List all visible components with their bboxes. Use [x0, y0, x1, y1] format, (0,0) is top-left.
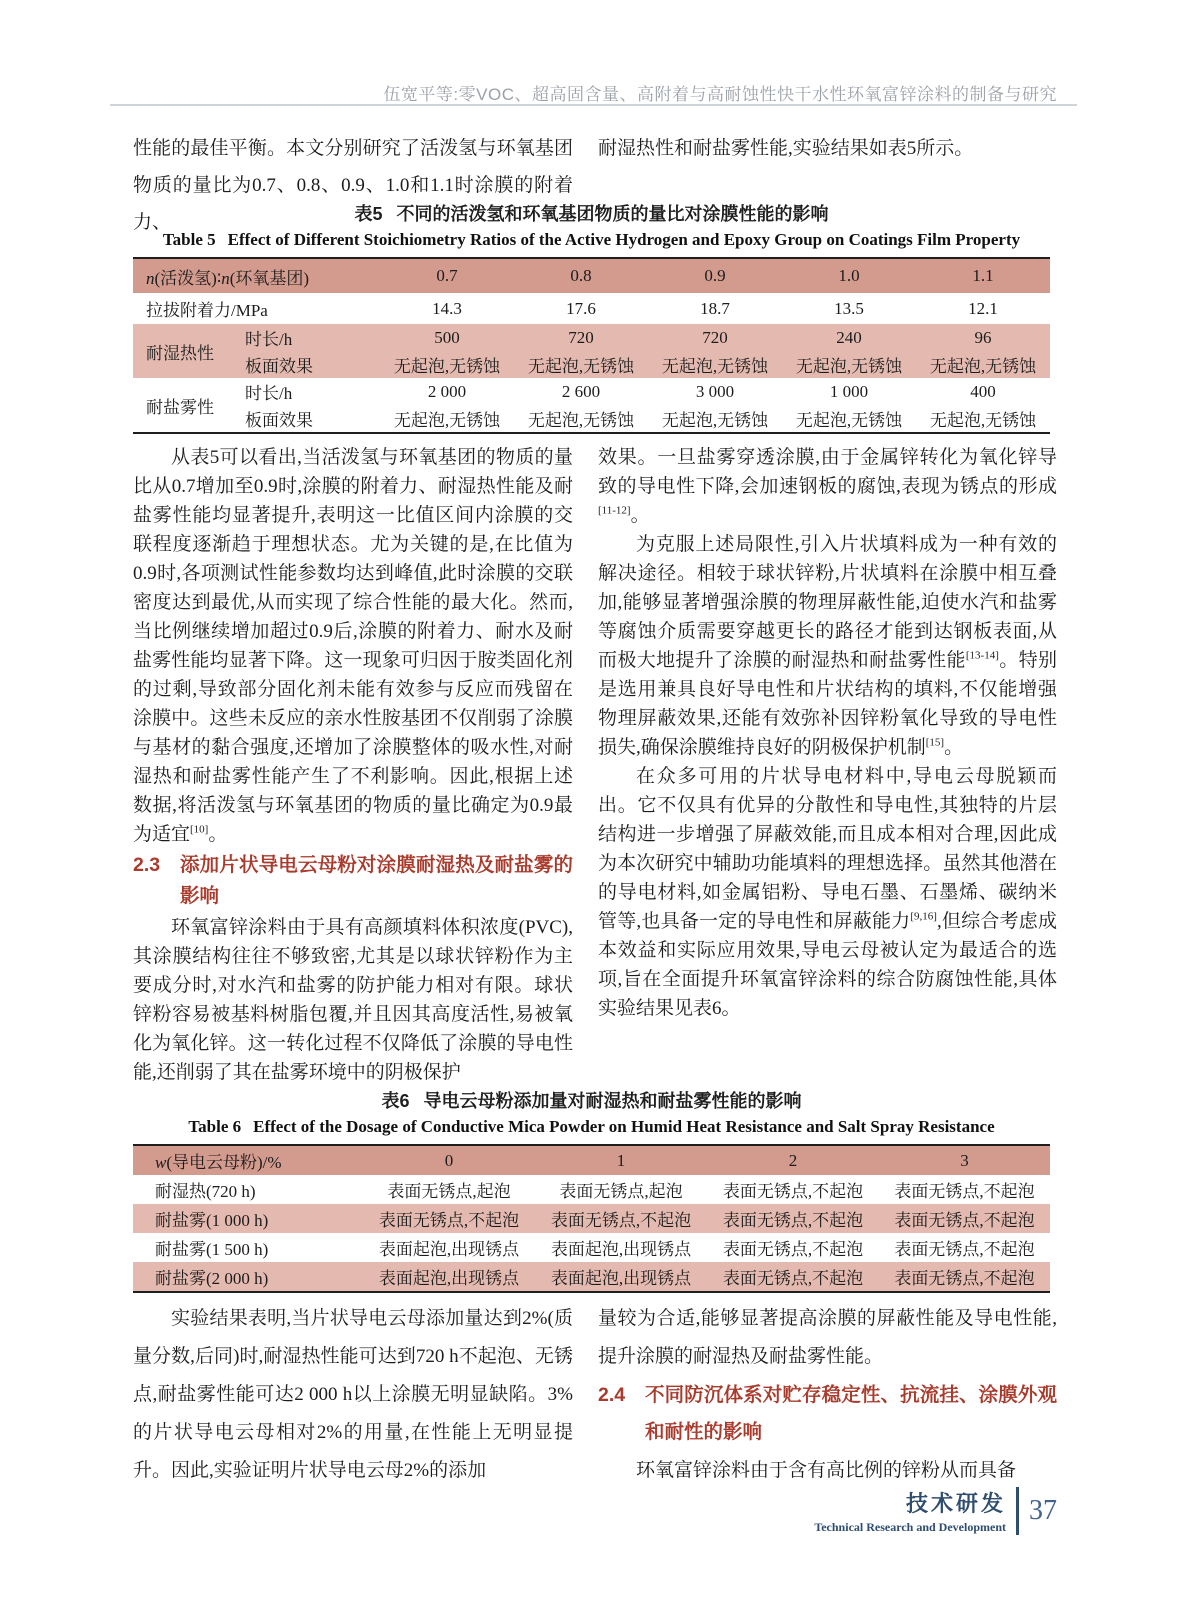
body-paragraph: 在众多可用的片状导电材料中,导电云母脱颖而出。它不仅具有优异的分散性和导电性,其独特的片层结构进一步增强了屏蔽效能,而且成本相对合理,因此成为本次研究中辅助功能填料的理想选择。虽然其他潜在的导电材料,如金属铝粉、导电石墨、石墨烯、碳纳米管等,也具备一定的导电性和屏蔽能力[9,16],但综合考虑成本效益和实际应用效果,导电云母被认定为最适合的选项,旨在全面提升环氧富锌涂料的综合防腐蚀性能,具体实验结果见表6。 [598, 766, 1057, 1019]
table-cell: 表面起泡,出现锈点 [378, 1240, 520, 1259]
body-paragraph: 实验结果表明,当片状导电云母添加量达到2%(质量分数,后同)时,耐湿热性能可达到720 h不起泡、无锈点,耐盐雾性能可达2 000 h以上涂膜无明显缺陷。3%的片状导电云母相对2%的用量,在性能上无明显提升。因此,实验证明片状导电云母2%的添加 [133, 1308, 573, 1481]
table6-label-en: Table 6 [188, 1117, 242, 1136]
table-cell: 720 [514, 324, 648, 351]
body-paragraph: 从表5可以看出,当活泼氢与环氧基团的物质的量比从0.7增加至0.9时,涂膜的附着力、耐湿热性能及耐盐雾性能均显著提升,表明这一比值区间内涂膜的交联程度逐渐趋于理想状态。尤为关键的是,在比值为0.9时,各项测试性能参数均达到峰值,此时涂膜的交联密度达到最优,从而实现了综合性能的最大化。然而,当比例继续增加超过0.9后,涂膜的附着力、耐水及耐盐雾性能均显著下降。这一现象可归因于胺类固化剂的过剩,导致部分固化剂未能有效参与反应而残留在涂膜中。这些未反应的亲水性胺基团不仅削弱了涂膜与基材的黏合强度,还增加了涂膜整体的吸水性,对耐湿热和耐盐雾性能产生了不利影响。因此,根据上述数据,将活泼氢与环氧基团的物质的量比确定为0.9最为适宜[10]。 [133, 447, 573, 845]
table-cell: 表面起泡,出现锈点 [550, 1240, 692, 1259]
table-cell: 表面无锈点,起泡 [387, 1182, 511, 1201]
table6-title-zh-text: 导电云母粉添加量对耐湿热和耐盐雾性能的影响 [423, 1091, 802, 1111]
row-label: 拉拔附着力/MPa [146, 301, 268, 320]
section-heading-2-4 [598, 1377, 1057, 1451]
section-title: 不同防沉体系对贮存稳定性、抗流挂、涂膜外观和耐性的影响 [645, 1384, 1057, 1443]
bottom-body-row [133, 1300, 1057, 1490]
footer-section-name [814, 1487, 1006, 1535]
table-cell: 无起泡,无锈蚀 [782, 351, 916, 378]
table-cell: 无起泡,无锈蚀 [795, 411, 903, 430]
table-header-cell: w(导电云母粉)/% [133, 1145, 363, 1175]
table-cell: 0.9 [648, 258, 782, 293]
table-row [133, 1233, 1050, 1262]
table-cell: 表面无锈点,不起泡 [363, 1204, 535, 1233]
table-cell: 1 [535, 1145, 707, 1175]
table-cell: 0.8 [514, 258, 648, 293]
section-heading-2-3 [133, 850, 573, 912]
table-cell: 无起泡,无锈蚀 [514, 351, 648, 378]
footer-section-zh: 技术研发 [905, 1491, 1006, 1516]
table-cell: 1 000 [829, 381, 869, 401]
body-paragraph: 为克服上述局限性,引入片状填料成为一种有效的解决途径。相较于球状锌粉,片状填料在涂膜中相互叠加,能够显著增强涂膜的物理屏蔽性能,迫使水汽和盐雾等腐蚀介质需要穿越更长的路径才能到达钢板表面,从而极大地提升了涂膜的耐湿热和耐盐雾性能[13-14]。特别是选用兼具良好导电性和片状结构的填料,不仅能增强物理屏蔽效果,还能有效弥补因锌粉氧化导致的导电性损失,确保涂膜维持良好的阴极保护机制[15]。 [598, 534, 1057, 758]
table-cell: 表面无锈点,不起泡 [894, 1182, 1035, 1201]
footer-section-en: Technical Research and Development [814, 1520, 1006, 1534]
table-cell: 表面无锈点,不起泡 [535, 1204, 707, 1233]
table5-title-en-text: Effect of Different Stoichiometry Ratios of the Active Hydrogen and Epoxy Group on Coatings Film Property [227, 230, 1021, 249]
table-cell: 表面起泡,出现锈点 [535, 1262, 707, 1292]
table-row [133, 324, 1050, 351]
table-row [133, 405, 1050, 433]
table-cell: 2 000 [427, 381, 467, 401]
table5-title-en [133, 229, 1050, 251]
table-cell: 2 [707, 1145, 879, 1175]
page-number: 37 [1029, 1495, 1057, 1526]
table-cell: 3 [879, 1145, 1050, 1175]
table-cell: 0 [363, 1145, 535, 1175]
body-paragraph: 量较为合适,能够显著提高涂膜的屏蔽性能及导电性能,提升涂膜的耐湿热及耐盐雾性能。 [598, 1308, 1057, 1367]
section-number: 2.3 [133, 854, 161, 876]
row-group-label: 耐湿热性 [133, 324, 243, 378]
table-cell: 17.6 [566, 298, 596, 318]
table-cell: 无起泡,无锈蚀 [648, 351, 782, 378]
row-sublabel: 时长/h [245, 384, 293, 403]
table-cell: 表面无锈点,不起泡 [707, 1262, 879, 1292]
table-row [133, 1145, 1050, 1175]
table-cell: 18.7 [700, 298, 730, 318]
intro-paragraph-right: 耐湿热性和耐盐雾性能,实验结果如表5所示。 [598, 138, 974, 159]
row-sublabel: 板面效果 [243, 351, 380, 378]
row-label: 耐盐雾(2 000 h) [133, 1262, 363, 1292]
table6-title-en-text: Effect of the Dosage of Conductive Mica Powder on Humid Heat Resistance and Salt Spray Resistance [253, 1117, 995, 1136]
table-cell: 3 000 [695, 381, 735, 401]
table-cell: 1.1 [916, 258, 1050, 293]
table5-label-en: Table 5 [162, 230, 216, 249]
table-cell: 表面无锈点,不起泡 [722, 1182, 864, 1201]
body-paragraph: 效果。一旦盐雾穿透涂膜,由于金属锌转化为氧化锌导致的导电性下降,会加速钢板的腐蚀,表现为锈点的形成[11-12]。 [598, 447, 1057, 526]
table-row [133, 1262, 1050, 1292]
row-group-label: 耐盐雾性 [146, 397, 214, 417]
row-label: 耐湿热(720 h) [155, 1182, 256, 1201]
table6-block [133, 1090, 1050, 1293]
table-cell: 无起泡,无锈蚀 [916, 351, 1050, 378]
table-row [133, 258, 1050, 293]
table-row [133, 293, 1050, 324]
table-cell: 表面起泡,出现锈点 [363, 1262, 535, 1292]
table5-block [133, 203, 1050, 434]
table-cell: 无起泡,无锈蚀 [929, 411, 1037, 430]
table-cell: 1.0 [782, 258, 916, 293]
table-cell: 无起泡,无锈蚀 [527, 411, 635, 430]
table-cell: 表面无锈点,不起泡 [707, 1204, 879, 1233]
row-sublabel: 时长/h [243, 324, 380, 351]
table-cell: 500 [380, 324, 514, 351]
table-row [133, 378, 1050, 405]
table-cell: 12.1 [968, 298, 998, 318]
header-rule [110, 104, 1077, 106]
running-title: 伍宽平等:零VOC、超高固含量、高附着与高耐蚀性快干水性环氧富锌涂料的制备与研究 [383, 85, 1057, 104]
row-label: 耐盐雾(1 500 h) [155, 1240, 269, 1259]
table-cell: 13.5 [834, 298, 864, 318]
table-cell: 无起泡,无锈蚀 [393, 411, 501, 430]
body-paragraph: 环氧富锌涂料由于含有高比例的锌粉从而具备 [636, 1460, 1017, 1481]
section-number: 2.4 [598, 1384, 626, 1406]
row-sublabel: 板面效果 [245, 411, 313, 430]
table-cell: 表面无锈点,不起泡 [722, 1240, 864, 1259]
row-label: 耐盐雾(1 000 h) [133, 1204, 363, 1233]
table6-label-zh: 表6 [381, 1091, 410, 1111]
footer-divider [1016, 1487, 1019, 1535]
table-cell: 表面无锈点,不起泡 [879, 1262, 1050, 1292]
body-paragraph: 环氧富锌涂料由于具有高颜填料体积浓度(PVC),其涂膜结构往往不够致密,尤其是以球状锌粉作为主要成分时,对水汽和盐雾的防护能力相对有限。球状锌粉容易被基料树脂包覆,并且因其高度活性,易被氧化为氧化锌。这一转化过程不仅降低了涂膜的导电性能,还削弱了其在盐雾环境中的阴极保护 [133, 917, 573, 1083]
table6 [133, 1144, 1050, 1293]
page-footer [814, 1487, 1057, 1535]
table-header-cell: n(活泼氢)∶n(环氧基团) [133, 258, 380, 293]
table-row [133, 1175, 1050, 1204]
table-cell: 0.7 [380, 258, 514, 293]
table-cell: 表面无锈点,起泡 [559, 1182, 683, 1201]
table-cell: 2 600 [561, 381, 601, 401]
table-cell: 720 [648, 324, 782, 351]
table5-title-zh [133, 203, 1050, 225]
table-cell: 表面无锈点,不起泡 [879, 1204, 1050, 1233]
table-cell: 表面无锈点,不起泡 [894, 1240, 1035, 1259]
table-cell: 无起泡,无锈蚀 [380, 351, 514, 378]
table5-title-zh-text: 不同的活泼氢和环氧基团物质的量比对涂膜性能的影响 [396, 204, 829, 224]
section-title: 添加片状导电云母粉对涂膜耐湿热及耐盐雾的影响 [180, 854, 573, 907]
table-cell: 96 [916, 324, 1050, 351]
table-cell: 240 [782, 324, 916, 351]
table-row [133, 1204, 1050, 1233]
table-cell: 14.3 [432, 298, 462, 318]
main-body-row [133, 443, 1057, 1087]
table6-title-zh [133, 1090, 1050, 1112]
table5 [133, 257, 1050, 434]
intro-paragraph-left: 性能的最佳平衡。本文分别研究了活泼氢与环氧基团物质的量比为0.7、0.8、0.9、1.0和1.1时涂膜的附着力、 [133, 138, 573, 233]
table-cell: 400 [970, 381, 996, 401]
table-row [133, 351, 1050, 378]
table6-title-en [133, 1116, 1050, 1138]
table5-label-zh: 表5 [354, 204, 383, 224]
table-cell: 无起泡,无锈蚀 [661, 411, 769, 430]
